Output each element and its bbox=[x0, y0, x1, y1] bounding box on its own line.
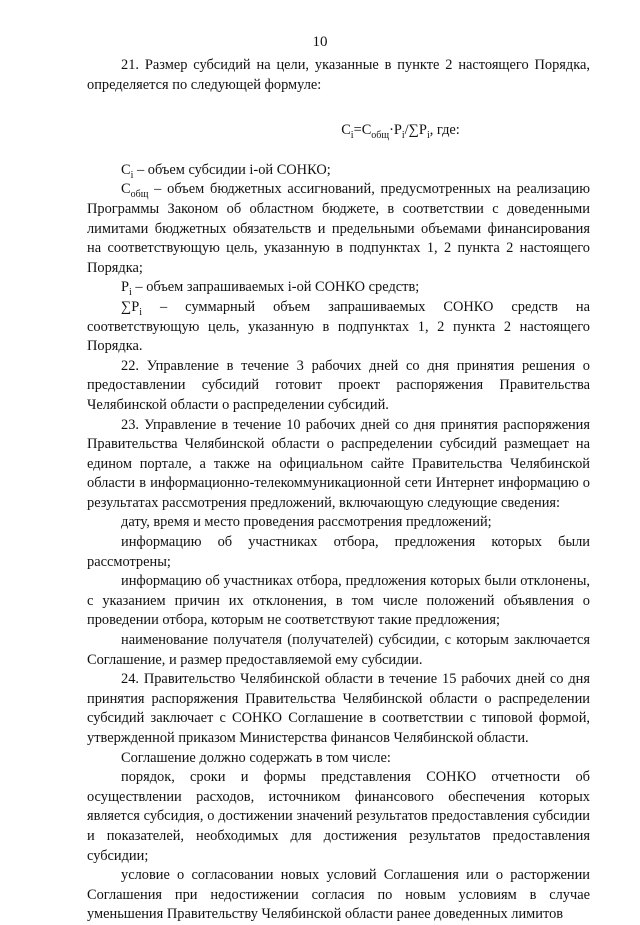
list-item: дату, время и место проведения рассмотрения предложений; bbox=[121, 514, 492, 531]
list-item: информацию об участниках отбора, предложения которых были рассмотрены; bbox=[87, 534, 590, 570]
paragraph-21: 21. Размер субсидий на цели, указанные в пункте 2 настоящего Порядка, определяется по следующей формуле: bbox=[87, 57, 590, 93]
definition-cobsh bbox=[87, 180, 590, 278]
definition-sum bbox=[87, 298, 590, 357]
formula-lhs: C bbox=[341, 122, 351, 139]
formula-div: /∑P bbox=[404, 122, 427, 139]
list-item: наименование получателя (получателей) субсидии, с которым заключается Соглашение, и размер предоставляемой ему субсидии. bbox=[87, 632, 590, 668]
definition-symbol: P bbox=[121, 279, 130, 296]
definition-symbol: ∑P bbox=[121, 298, 140, 315]
list-item: информацию об участниках отбора, предложения которых были отклонены, с указанием причин их отклонения, в том числе положений объявления о проведении отбора, которым не соответствуют такие предложения; bbox=[87, 573, 590, 629]
definition-subscript: i bbox=[139, 306, 143, 318]
formula-mid: ·P bbox=[389, 122, 402, 139]
document-body bbox=[87, 56, 590, 925]
definition-symbol: C bbox=[121, 181, 131, 198]
formula-tail: , где: bbox=[429, 122, 460, 139]
list-item: порядок, сроки и формы представления СОНКО отчетности об осуществлении расходов, источником финансового обеспечения которых является субсидия, о достижении значений результатов предоставления субсидии и показателей, необходимых для достижения результатов предоставления субсидии; bbox=[87, 769, 590, 864]
formula-sum-sub: i bbox=[426, 130, 430, 142]
definition-text: – объем запрашиваемых i-ой СОНКО средств; bbox=[131, 279, 420, 296]
definition-pi bbox=[87, 278, 590, 298]
definition-subscript: i bbox=[129, 287, 132, 299]
definition-text: – суммарный объем запрашиваемых СОНКО средств на соответствующую цель, указанную в подпунктах 1, 2 пункта 2 настоящего Порядка. bbox=[87, 298, 590, 355]
definition-ci bbox=[87, 161, 590, 181]
page-number: 10 bbox=[312, 34, 328, 50]
paragraph-24-intro: Соглашение должно содержать в том числе: bbox=[121, 749, 391, 766]
formula-c-sub: общ bbox=[371, 130, 390, 142]
formula-lhs-sub: i bbox=[350, 130, 354, 142]
paragraph-23: 23. Управление в течение 10 рабочих дней со дня принятия распоряжения Правительства Челябинской области о распределении субсидий размещает на едином портале, а также на официальном сайте Правительства Челябинской области в информационно-телекоммуникационной сети Интернет информацию о результатах рассмотрения предложений, включающую следующие сведения: bbox=[87, 416, 590, 511]
definition-subscript: i bbox=[130, 169, 134, 181]
formula-p-sub: i bbox=[401, 130, 405, 142]
paragraph-22: 22. Управление в течение 3 рабочих дней со дня принятия решения о предоставлении субсидий готовит проект распоряжения Правительства Челябинской области о распределении субсидий. bbox=[87, 357, 590, 413]
formula-eq: =C bbox=[353, 122, 372, 139]
list-item: условие о согласовании новых условий Соглашения или о расторжении Соглашения при недостижении согласия по новым условиям в случае уменьшения Правительству Челябинской области ранее доведенных лимитов bbox=[87, 867, 590, 923]
subsidy-formula bbox=[211, 121, 590, 141]
definition-subscript: общ bbox=[130, 189, 149, 201]
definition-text: – объем бюджетных ассигнований, предусмотренных на реализацию Программы Законом об областном бюджете, в соответствии с доведенными лимитами бюджетных обязательств и предельными объемами финансирования на соответствующую цель, указанную в подпунктах 1, 2 пункта 2 настоящего Порядка; bbox=[87, 181, 590, 276]
definition-symbol: C bbox=[121, 161, 131, 178]
definition-text: – объем субсидии i-ой СОНКО; bbox=[133, 161, 331, 178]
paragraph-24: 24. Правительство Челябинской области в течение 15 рабочих дней со дня принятия распоряжения Правительства Челябинской области о распределении субсидий заключает с СОНКО Соглашение в соответствии с типовой формой, утвержденной приказом Министерства финансов Челябинской области. bbox=[87, 671, 590, 746]
